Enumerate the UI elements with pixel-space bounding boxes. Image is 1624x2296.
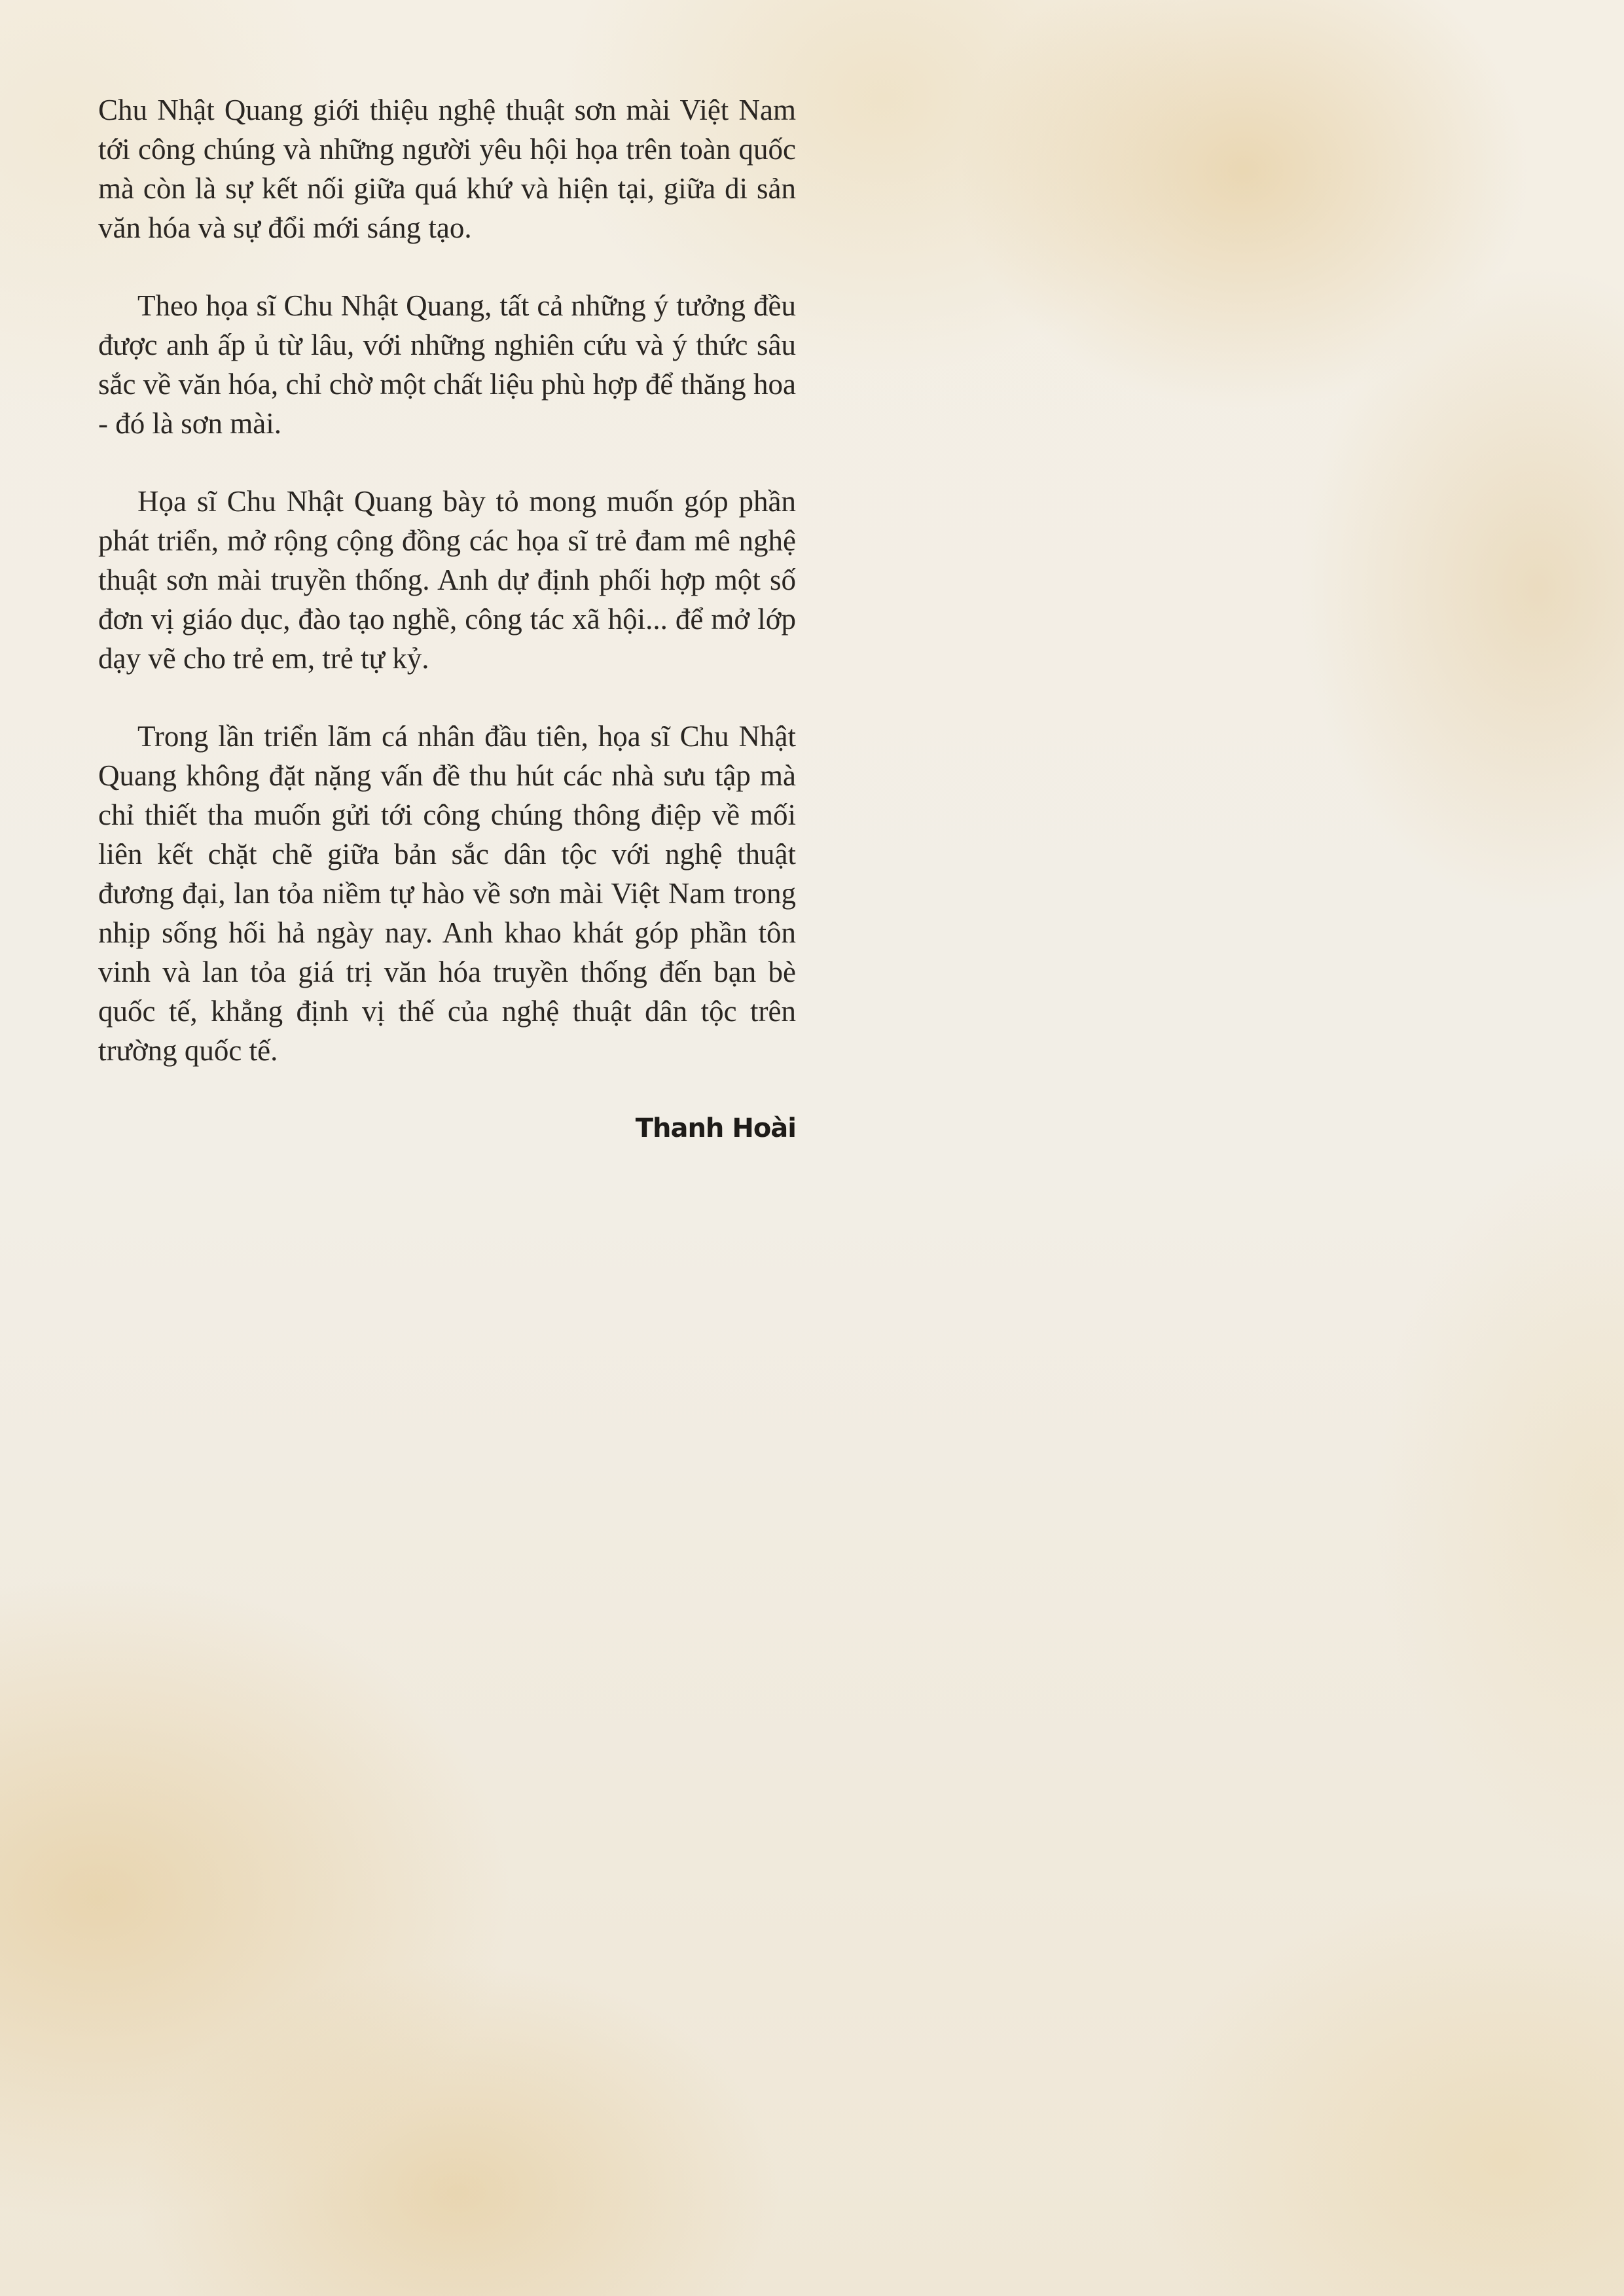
- paragraph-2: Theo họa sĩ Chu Nhật Quang, tất cả những ý tưởng đều được anh ấp ủ từ lâu, với những nghiên cứu và ý thức sâu sắc về văn hóa, chỉ chờ một chất liệu phù hợp để thăng hoa - đó là sơn mài.: [98, 289, 796, 440]
- paragraph-4: Trong lần triển lãm cá nhân đầu tiên, họa sĩ Chu Nhật Quang không đặt nặng vấn đề thu hút các nhà sưu tập mà chỉ thiết tha muốn gửi tới công chúng thông điệp về mối liên kết chặt chẽ giữa bản sắc dân tộc với nghệ thuật đương đại, lan tỏa niềm tự hào về sơn mài Việt Nam trong nhịp sống hối hả ngày nay. Anh khao khát góp phần tôn vinh và lan tỏa giá trị văn hóa truyền thống đến bạn bè quốc tế, khẳng định vị thế của nghệ thuật dân tộc trên trường quốc tế.: [98, 720, 796, 1067]
- paragraph-1: Chu Nhật Quang giới thiệu nghệ thuật sơn mài Việt Nam tới công chúng và những người yêu hội họa trên toàn quốc mà còn là sự kết nối giữa quá khứ và hiện tại, giữa di sản văn hóa và sự đổi mới sáng tạo.: [98, 94, 796, 244]
- article-body: [98, 90, 796, 1109]
- author-byline: Thanh Hoài: [635, 1113, 796, 1143]
- paragraph-3: Họa sĩ Chu Nhật Quang bày tỏ mong muốn góp phần phát triển, mở rộng cộng đồng các họa sĩ trẻ đam mê nghệ thuật sơn mài truyền thống. Anh dự định phối hợp một số đơn vị giáo dục, đào tạo nghề, công tác xã hội... để mở lớp dạy vẽ cho trẻ em, trẻ tự kỷ.: [98, 485, 796, 675]
